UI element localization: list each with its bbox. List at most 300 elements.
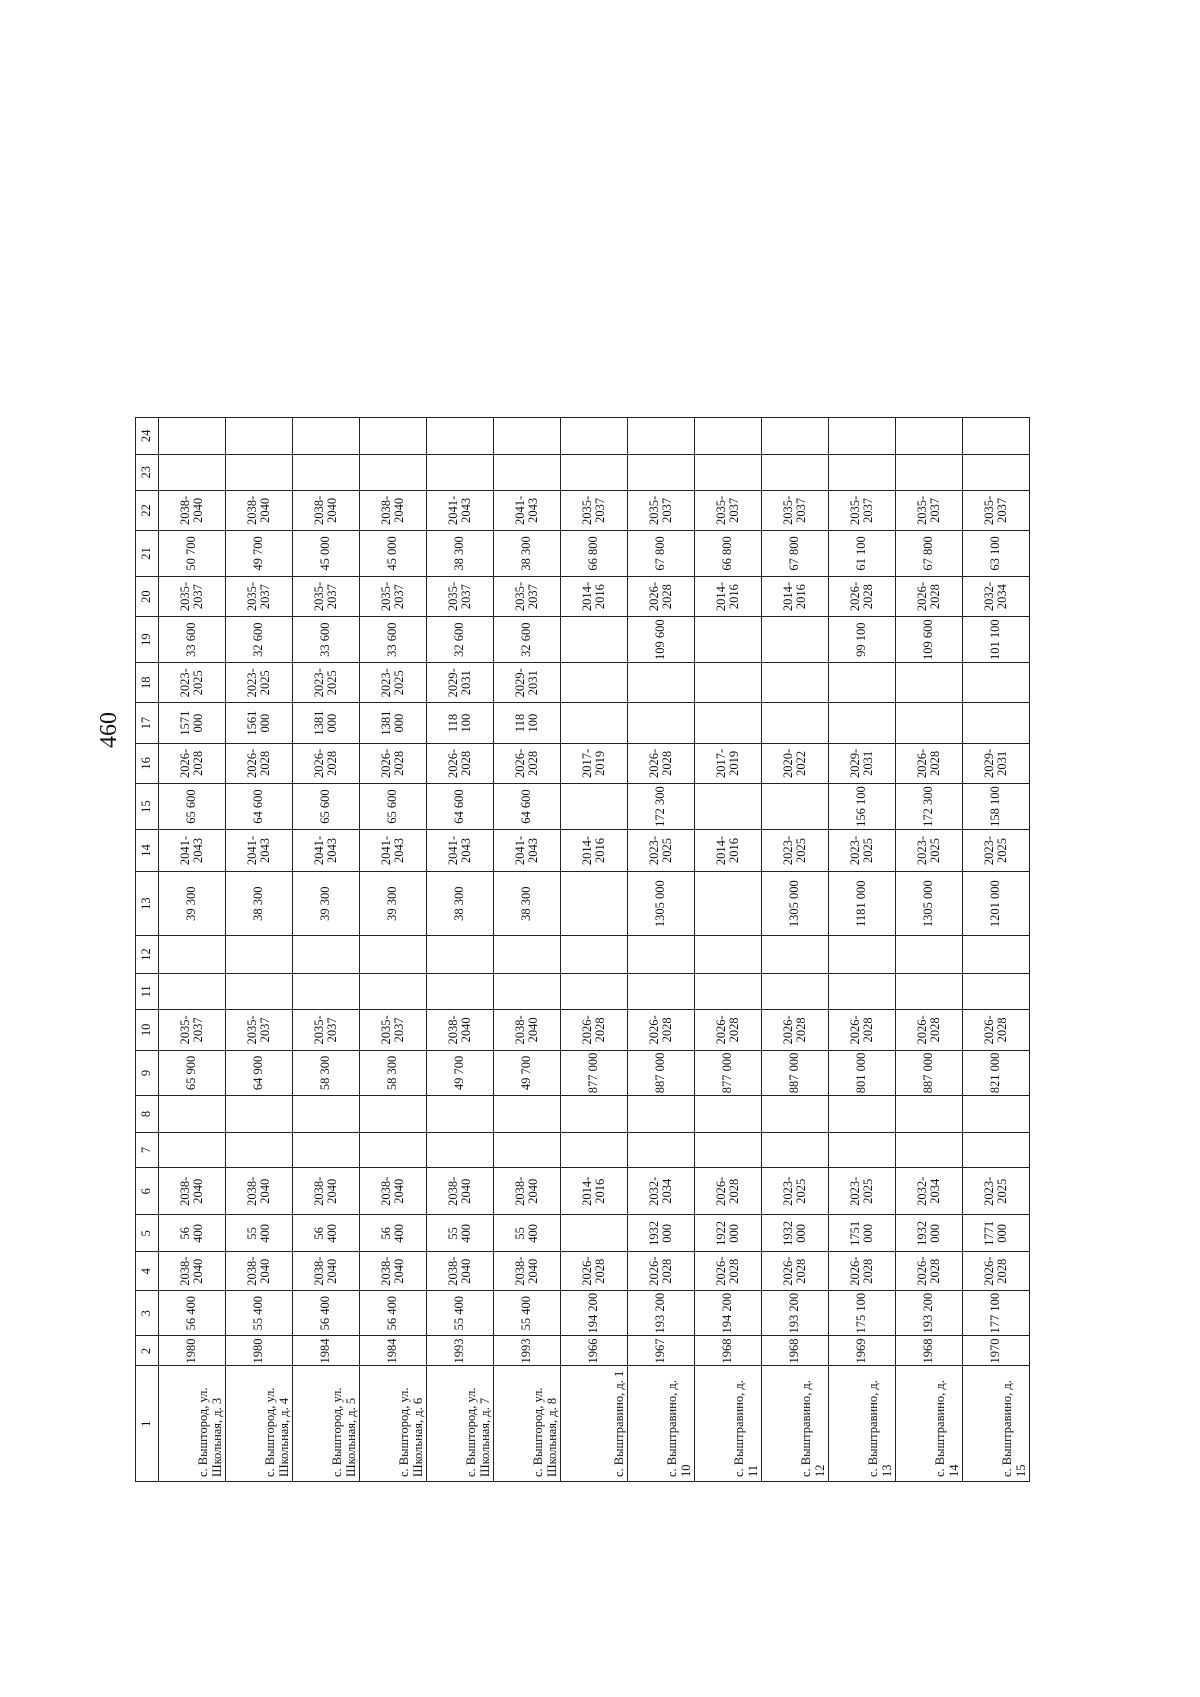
table-cell: 2026-2028 [561, 1252, 628, 1290]
table-cell [628, 936, 695, 973]
table-cell: 1922 000 [695, 1215, 762, 1252]
table-cell [561, 784, 628, 830]
column-header: 16 [136, 743, 159, 784]
table-cell: 2023-2025 [762, 1168, 829, 1215]
table-cell: 55 400 [427, 1290, 494, 1336]
table-cell: 172 300 [628, 784, 695, 830]
table-cell [762, 662, 829, 703]
table-row [963, 418, 1030, 1482]
table-cell: 2026-2028 [561, 1010, 628, 1051]
table-cell [762, 784, 829, 830]
table-cell [226, 1132, 293, 1168]
table-cell [226, 973, 293, 1010]
table-cell [427, 1132, 494, 1168]
table-cell: 193 200 [762, 1290, 829, 1336]
table-cell: 2023-2025 [762, 830, 829, 872]
table-cell: 1980 [226, 1336, 293, 1366]
table-cell: 2026-2028 [695, 1252, 762, 1290]
table-cell [829, 1132, 896, 1168]
table-cell: 38 300 [226, 872, 293, 936]
table-cell [360, 936, 427, 973]
table-cell: 2038-2040 [494, 1252, 561, 1290]
column-header: 24 [136, 418, 159, 455]
column-header: 14 [136, 830, 159, 872]
table-cell [561, 1215, 628, 1252]
table-cell [561, 703, 628, 743]
table-cell [226, 454, 293, 490]
table-cell: 2035-2037 [829, 490, 896, 531]
table-cell: 45 000 [360, 531, 427, 577]
table-cell: 2026-2028 [360, 743, 427, 784]
table-cell: 2014-2016 [695, 830, 762, 872]
table-cell: 55 400 [494, 1215, 561, 1252]
capital-repair-schedule-table [135, 417, 1030, 1482]
table-cell: 887 000 [628, 1050, 695, 1096]
table-cell: 56 400 [293, 1290, 360, 1336]
column-header: 10 [136, 1010, 159, 1051]
table-cell: 2035-2037 [159, 1010, 226, 1051]
table-cell: 65 600 [159, 784, 226, 830]
table-cell [896, 703, 963, 743]
address-cell: с. Выштравино, д. 1 [561, 1366, 628, 1482]
table-cell: 2032-2034 [963, 576, 1030, 617]
table-cell: 2026-2028 [628, 1010, 695, 1051]
table-row [226, 418, 293, 1482]
table-cell: 1381 000 [293, 703, 360, 743]
column-header: 21 [136, 531, 159, 577]
table-cell: 2038-2040 [360, 490, 427, 531]
table-cell: 2026-2028 [494, 743, 561, 784]
table-cell: 55 400 [427, 1215, 494, 1252]
table-cell: 2023-2025 [829, 830, 896, 872]
table-cell: 39 300 [360, 872, 427, 936]
table-cell: 2041-2043 [427, 490, 494, 531]
table-cell: 56 400 [293, 1215, 360, 1252]
table-row [494, 418, 561, 1482]
table-cell: 38 300 [494, 872, 561, 936]
table-cell [427, 1096, 494, 1132]
table-cell [494, 1096, 561, 1132]
table-cell [226, 418, 293, 455]
table-cell: 66 800 [695, 531, 762, 577]
table-cell [360, 1096, 427, 1132]
table-cell: 64 600 [427, 784, 494, 830]
table-cell: 55 400 [226, 1215, 293, 1252]
table-cell: 2035-2037 [427, 576, 494, 617]
table-cell: 118 100 [427, 703, 494, 743]
table-cell: 39 300 [293, 872, 360, 936]
address-cell: с. Выштород, ул. Школьная, д. 4 [226, 1366, 293, 1482]
table-cell: 109 600 [628, 617, 695, 663]
table-cell: 67 800 [896, 531, 963, 577]
table-cell [561, 617, 628, 663]
table-cell: 2038-2040 [159, 490, 226, 531]
table-cell: 33 600 [159, 617, 226, 663]
table-cell: 2017-2019 [561, 743, 628, 784]
table-cell [896, 662, 963, 703]
table-cell: 2017-2019 [695, 743, 762, 784]
table-cell: 1968 [896, 1336, 963, 1366]
table-cell: 177 100 [963, 1290, 1030, 1336]
table-cell: 1932 000 [762, 1215, 829, 1252]
table-cell [963, 703, 1030, 743]
table-cell [561, 662, 628, 703]
table-cell: 49 700 [226, 531, 293, 577]
table-cell [695, 872, 762, 936]
page-number: 460 [96, 712, 122, 748]
table-cell: 193 200 [896, 1290, 963, 1336]
table-cell: 118 100 [494, 703, 561, 743]
table-cell: 2026-2028 [427, 743, 494, 784]
table-cell: 2041-2043 [360, 830, 427, 872]
table-cell [829, 973, 896, 1010]
table-cell: 2023-2025 [226, 662, 293, 703]
table-cell [360, 454, 427, 490]
table-cell [896, 1132, 963, 1168]
table-cell [695, 617, 762, 663]
table-cell [829, 936, 896, 973]
table-cell [963, 1132, 1030, 1168]
table-cell: 66 800 [561, 531, 628, 577]
table-cell [561, 1132, 628, 1168]
table-cell [494, 973, 561, 1010]
table-row [628, 418, 695, 1482]
column-header: 19 [136, 617, 159, 663]
address-cell: с. Выштравино, д. 11 [695, 1366, 762, 1482]
table-cell: 2035-2037 [561, 490, 628, 531]
table-cell [293, 1096, 360, 1132]
column-header: 11 [136, 973, 159, 1010]
table-cell: 32 600 [494, 617, 561, 663]
table-cell [628, 418, 695, 455]
table-cell: 2038-2040 [226, 1168, 293, 1215]
table-cell: 2026-2028 [226, 743, 293, 784]
table-cell: 1966 [561, 1336, 628, 1366]
table-cell: 2026-2028 [695, 1168, 762, 1215]
table-cell: 55 400 [494, 1290, 561, 1336]
column-header: 18 [136, 662, 159, 703]
table-cell [695, 703, 762, 743]
table-cell: 2026-2028 [963, 1010, 1030, 1051]
table-cell: 2026-2028 [963, 1252, 1030, 1290]
table-cell: 2026-2028 [896, 743, 963, 784]
table-cell [293, 1132, 360, 1168]
table-cell: 2026-2028 [159, 743, 226, 784]
table-cell [427, 936, 494, 973]
column-header: 6 [136, 1168, 159, 1215]
table-cell: 2038-2040 [494, 1168, 561, 1215]
table-cell: 2041-2043 [226, 830, 293, 872]
table-cell [628, 662, 695, 703]
table-cell: 2014-2016 [762, 576, 829, 617]
table-cell [695, 784, 762, 830]
table-cell: 33 600 [293, 617, 360, 663]
table-cell: 33 600 [360, 617, 427, 663]
table-cell: 2035-2037 [360, 576, 427, 617]
table-cell [561, 872, 628, 936]
table-cell: 38 300 [427, 531, 494, 577]
table-cell: 1571 000 [159, 703, 226, 743]
table-row [427, 418, 494, 1482]
column-header: 8 [136, 1096, 159, 1132]
table-cell: 2041-2043 [494, 490, 561, 531]
table-cell: 2038-2040 [226, 1252, 293, 1290]
table-cell: 2023-2025 [360, 662, 427, 703]
column-header: 7 [136, 1132, 159, 1168]
table-cell: 2029-2031 [963, 743, 1030, 784]
table-cell: 2026-2028 [829, 1252, 896, 1290]
address-cell: с. Выштород, ул. Школьная, д. 8 [494, 1366, 561, 1482]
table-cell: 2023-2025 [963, 830, 1030, 872]
table-cell: 2023-2025 [896, 830, 963, 872]
table-cell: 1201 000 [963, 872, 1030, 936]
table-cell [896, 1096, 963, 1132]
table-cell: 2023-2025 [293, 662, 360, 703]
table-row [159, 418, 226, 1482]
table-cell [293, 973, 360, 1010]
table-cell: 61 100 [829, 531, 896, 577]
table-cell [561, 418, 628, 455]
table-cell: 2035-2037 [494, 576, 561, 617]
table-cell [896, 418, 963, 455]
table-cell [226, 936, 293, 973]
table-cell: 2035-2037 [226, 576, 293, 617]
table-cell: 2014-2016 [695, 576, 762, 617]
table-cell: 2026-2028 [896, 1010, 963, 1051]
table-row [762, 418, 829, 1482]
table-cell: 109 600 [896, 617, 963, 663]
table-cell: 2026-2028 [896, 1252, 963, 1290]
table-cell [494, 418, 561, 455]
table-cell: 2026-2028 [695, 1010, 762, 1051]
table-cell: 1751 000 [829, 1215, 896, 1252]
table-cell: 32 600 [226, 617, 293, 663]
table-cell: 49 700 [494, 1050, 561, 1096]
table-row [695, 418, 762, 1482]
table-cell: 2026-2028 [896, 576, 963, 617]
table-cell [494, 936, 561, 973]
table-cell: 2026-2028 [293, 743, 360, 784]
table-cell: 2038-2040 [360, 1168, 427, 1215]
table-cell: 2029-2031 [494, 662, 561, 703]
table-cell: 2026-2028 [762, 1252, 829, 1290]
table-cell: 887 000 [762, 1050, 829, 1096]
table-row [360, 418, 427, 1482]
table-cell: 2032-2034 [896, 1168, 963, 1215]
column-header: 13 [136, 872, 159, 936]
table-cell: 65 600 [360, 784, 427, 830]
table-cell [561, 1096, 628, 1132]
column-header: 2 [136, 1336, 159, 1366]
table-cell [628, 703, 695, 743]
table-cell: 1305 000 [762, 872, 829, 936]
table-cell: 1381 000 [360, 703, 427, 743]
table-cell: 2035-2037 [762, 490, 829, 531]
column-header: 1 [136, 1366, 159, 1482]
table-cell [360, 973, 427, 1010]
table-cell: 50 700 [159, 531, 226, 577]
table-cell: 2029-2031 [427, 662, 494, 703]
address-cell: с. Выштород, ул. Школьная, д. 5 [293, 1366, 360, 1482]
table-cell: 65 600 [293, 784, 360, 830]
table-cell: 2041-2043 [494, 830, 561, 872]
table-cell: 1984 [360, 1336, 427, 1366]
table-cell: 1984 [293, 1336, 360, 1366]
table-row [561, 418, 628, 1482]
table-cell: 2023-2025 [628, 830, 695, 872]
table-cell: 2038-2040 [159, 1168, 226, 1215]
table-cell [360, 1132, 427, 1168]
table-cell [829, 662, 896, 703]
table-cell: 2041-2043 [293, 830, 360, 872]
table-cell: 2035-2037 [293, 1010, 360, 1051]
table-cell: 1932 000 [628, 1215, 695, 1252]
table-cell: 64 600 [494, 784, 561, 830]
table-cell: 65 900 [159, 1050, 226, 1096]
table-cell [762, 617, 829, 663]
table-cell [293, 936, 360, 973]
table-cell: 56 400 [360, 1215, 427, 1252]
table-cell: 1561 000 [226, 703, 293, 743]
table-cell [896, 454, 963, 490]
table-cell [695, 1132, 762, 1168]
table-row [896, 418, 963, 1482]
table-cell [159, 1132, 226, 1168]
table-cell: 101 100 [963, 617, 1030, 663]
table-cell: 2035-2037 [695, 490, 762, 531]
table-cell: 2020-2022 [762, 743, 829, 784]
table-cell: 1970 [963, 1336, 1030, 1366]
address-cell: с. Выштравино, д. 14 [896, 1366, 963, 1482]
table-cell: 1305 000 [896, 872, 963, 936]
table-cell: 2014-2016 [561, 830, 628, 872]
table-cell: 56 400 [360, 1290, 427, 1336]
address-cell: с. Выштород, ул. Школьная, д. 6 [360, 1366, 427, 1482]
table-cell: 2032-2034 [628, 1168, 695, 1215]
table-cell: 801 000 [829, 1050, 896, 1096]
table-cell: 821 000 [963, 1050, 1030, 1096]
table-cell [963, 418, 1030, 455]
table-cell: 56 400 [159, 1215, 226, 1252]
column-number-row [136, 418, 159, 1482]
table-cell: 1967 [628, 1336, 695, 1366]
table-cell [695, 454, 762, 490]
table-cell: 2026-2028 [628, 743, 695, 784]
table-cell: 99 100 [829, 617, 896, 663]
table-cell [762, 703, 829, 743]
table-cell: 2035-2037 [963, 490, 1030, 531]
table-cell: 2035-2037 [159, 576, 226, 617]
table-cell: 58 300 [360, 1050, 427, 1096]
table-cell: 2038-2040 [427, 1010, 494, 1051]
table-cell [628, 1096, 695, 1132]
address-cell: с. Выштравино, д. 10 [628, 1366, 695, 1482]
table-cell: 156 100 [829, 784, 896, 830]
table-cell: 63 100 [963, 531, 1030, 577]
address-cell: с. Выштравино, д. 12 [762, 1366, 829, 1482]
table-cell: 2023-2025 [829, 1168, 896, 1215]
table-cell: 64 600 [226, 784, 293, 830]
table-cell: 38 300 [494, 531, 561, 577]
table-cell [360, 418, 427, 455]
table-cell: 877 000 [561, 1050, 628, 1096]
table-cell [963, 662, 1030, 703]
table-cell: 2026-2028 [829, 1010, 896, 1051]
table-cell [829, 703, 896, 743]
table-cell [963, 973, 1030, 1010]
table-cell [896, 973, 963, 1010]
column-header: 4 [136, 1252, 159, 1290]
column-header: 17 [136, 703, 159, 743]
table-cell [427, 973, 494, 1010]
table-cell [293, 454, 360, 490]
column-header: 15 [136, 784, 159, 830]
table-cell: 67 800 [628, 531, 695, 577]
table-cell [226, 1096, 293, 1132]
table-cell: 2035-2037 [360, 1010, 427, 1051]
table-cell: 1771 000 [963, 1215, 1030, 1252]
table-cell: 887 000 [896, 1050, 963, 1096]
table-cell: 32 600 [427, 617, 494, 663]
column-header: 12 [136, 936, 159, 973]
table-cell [159, 1096, 226, 1132]
table-cell [762, 936, 829, 973]
address-cell: с. Выштравино, д. 15 [963, 1366, 1030, 1482]
table-cell [896, 936, 963, 973]
table-cell [762, 973, 829, 1010]
table-cell: 2038-2040 [159, 1252, 226, 1290]
table-cell [159, 454, 226, 490]
table-cell: 1993 [427, 1336, 494, 1366]
table-cell [159, 936, 226, 973]
table-cell [762, 418, 829, 455]
table-cell: 158 100 [963, 784, 1030, 830]
table-cell [427, 454, 494, 490]
table-cell [293, 418, 360, 455]
table-cell: 2035-2037 [226, 1010, 293, 1051]
table-cell: 2035-2037 [628, 490, 695, 531]
table-cell: 2026-2028 [829, 576, 896, 617]
table-cell: 55 400 [226, 1290, 293, 1336]
table-cell [494, 454, 561, 490]
table-cell [963, 454, 1030, 490]
table-cell: 1969 [829, 1336, 896, 1366]
table-cell: 38 300 [427, 872, 494, 936]
table-cell: 2038-2040 [427, 1252, 494, 1290]
table-cell: 2038-2040 [293, 1252, 360, 1290]
table-cell [628, 454, 695, 490]
table-cell: 2041-2043 [427, 830, 494, 872]
table-cell: 39 300 [159, 872, 226, 936]
table-cell [762, 1132, 829, 1168]
table-cell: 2038-2040 [293, 490, 360, 531]
table-cell: 64 900 [226, 1050, 293, 1096]
table-cell [963, 936, 1030, 973]
column-header: 9 [136, 1050, 159, 1096]
table-cell: 2026-2028 [628, 576, 695, 617]
table-cell: 2038-2040 [293, 1168, 360, 1215]
table-cell: 2026-2028 [762, 1010, 829, 1051]
column-header: 20 [136, 576, 159, 617]
table-cell [494, 1132, 561, 1168]
table-cell: 2023-2025 [963, 1168, 1030, 1215]
table-cell: 58 300 [293, 1050, 360, 1096]
table-cell [561, 454, 628, 490]
table-cell: 2041-2043 [159, 830, 226, 872]
table-cell: 2035-2037 [293, 576, 360, 617]
address-cell: с. Выштород, ул. Школьная, д. 7 [427, 1366, 494, 1482]
table-body [159, 418, 1030, 1482]
